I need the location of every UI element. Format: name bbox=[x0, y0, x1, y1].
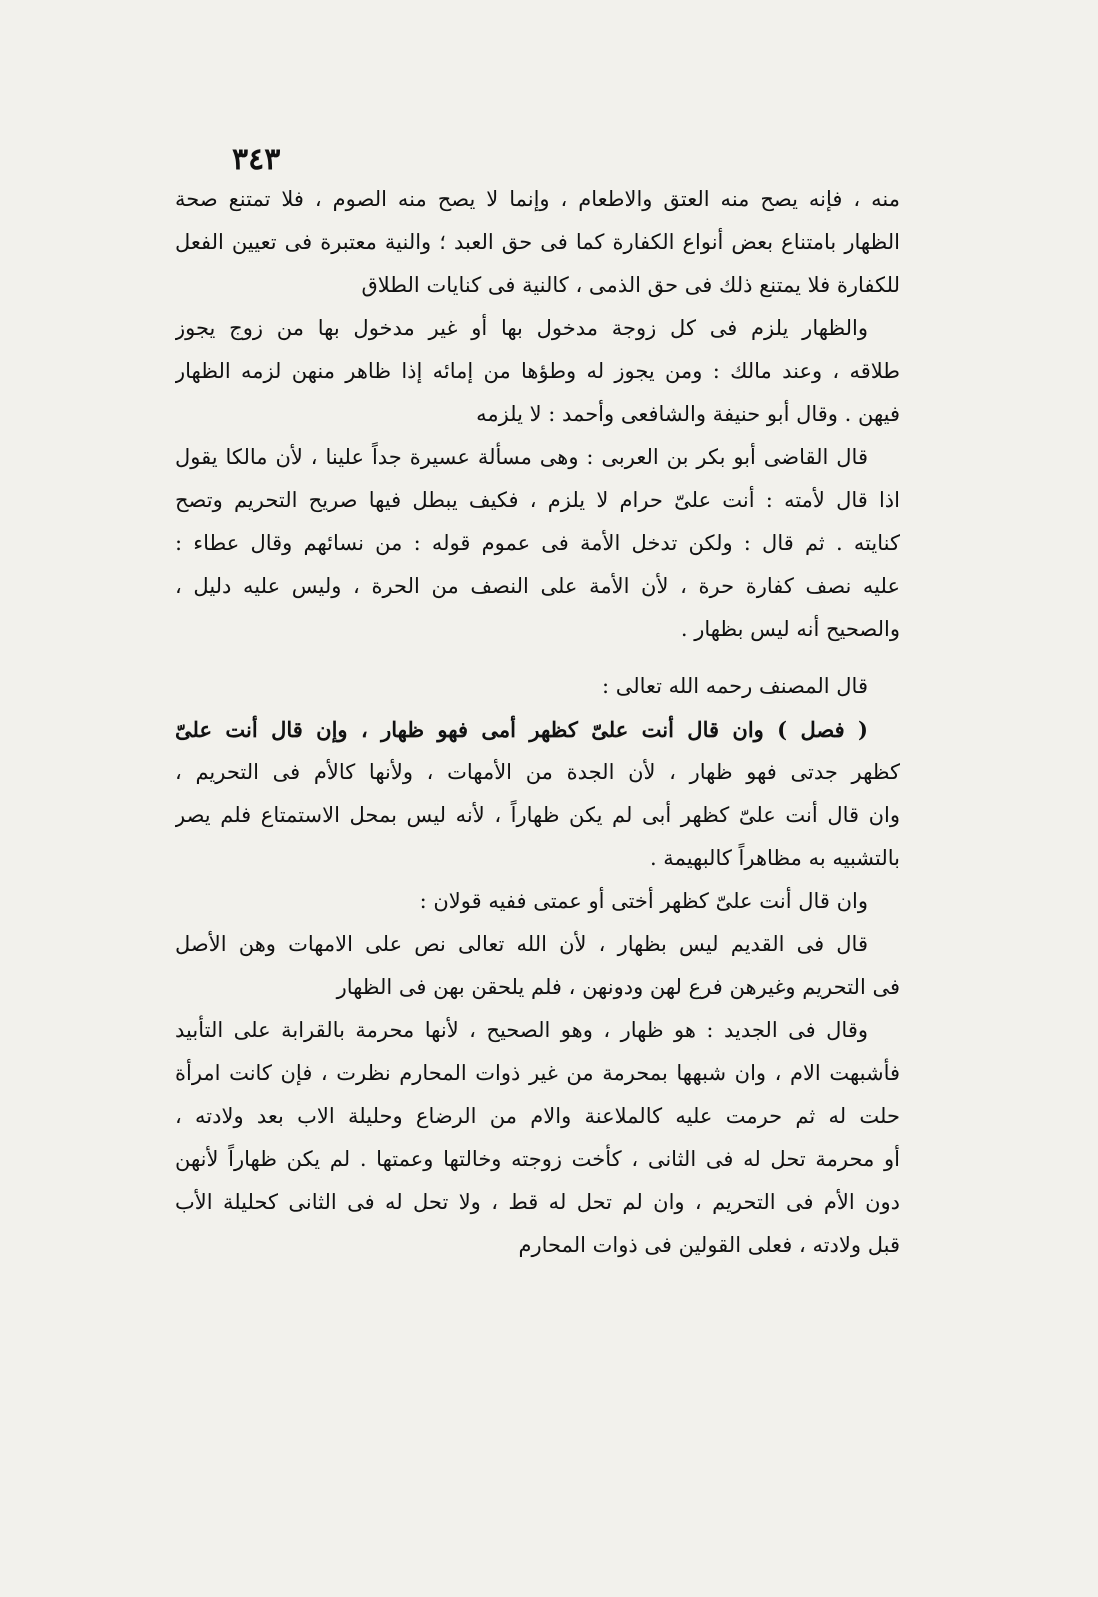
text-line: الظهار بامتناع بعض أنواع الكفارة كما فى حق العبد ؛ والنية معتبرة فى تعيين الفعل bbox=[175, 230, 900, 254]
text-line: والصحيح أنه ليس بظهار . bbox=[680, 617, 900, 641]
text-line: وان قال أنت علىّ كظهر أختى أو عمتى ففيه قولان : bbox=[419, 889, 868, 913]
text-line: أو محرمة تحل له فى الثانى ، كأخت زوجته وخالتها وعمتها . لم يكن ظهاراً لأنهن bbox=[175, 1147, 900, 1171]
text-line: طلاقه ، وعند مالك : ومن يجوز له وطؤها من إمائه إذا ظاهر منهن لزمه الظهار bbox=[175, 359, 900, 383]
text-line: عليه نصف كفارة حرة ، لأن الأمة على النصف من الحرة ، وليس عليه دليل ، bbox=[175, 574, 900, 598]
text-line: قال المصنف رحمه الله تعالى : bbox=[601, 674, 868, 698]
text-line: قال فى القديم ليس بظهار ، لأن الله تعالى نص على الامهات وهن الأصل bbox=[175, 932, 868, 956]
text-line: منه ، فإنه يصح منه العتق والاطعام ، وإنما لا يصح منه الصوم ، فلا تمتنع صحة bbox=[175, 187, 900, 211]
text-line: بالتشبيه به مظاهراً كالبهيمة . bbox=[649, 846, 900, 870]
text-line: والظهار يلزم فى كل زوجة مدخول بها أو غير مدخول بها من زوج يجوز bbox=[175, 316, 868, 340]
text-line: وقال فى الجديد : هو ظهار ، وهو الصحيح ، لأنها محرمة بالقرابة على التأبيد bbox=[175, 1018, 868, 1042]
text-line: وان قال أنت علىّ كظهر أبى لم يكن ظهاراً ، لأنه ليس بمحل الاستمتاع فلم يصر bbox=[175, 803, 900, 827]
text-line: حلت له ثم حرمت عليه كالملاعنة والام من الرضاع وحليلة الاب بعد ولادته ، bbox=[175, 1104, 900, 1128]
text-line: فأشبهت الام ، وان شبهها بمحرمة من غير ذوات المحارم نظرت ، فإن كانت امرأة bbox=[175, 1061, 900, 1085]
text-line: كظهر جدتى فهو ظهار ، لأن الجدة من الأمهات ، ولأنها كالأم فى التحريم ، bbox=[175, 760, 900, 784]
paragraph-gap bbox=[175, 651, 900, 665]
text-line: قال القاضى أبو بكر بن العربى : وهى مسألة عسيرة جداً علينا ، لأن مالكا يقول bbox=[175, 445, 868, 469]
text-line: اذا قال لأمته : أنت علىّ حرام لا يلزم ، فكيف يبطل فيها صريح التحريم وتصح bbox=[175, 488, 900, 512]
text-line: فى التحريم وغيرهن فرع لهن ودونهن ، فلم يلحقن بهن فى الظهار bbox=[336, 975, 900, 999]
text-line: قبل ولادته ، فعلى القولين فى ذوات المحارم bbox=[518, 1233, 900, 1257]
text-line: ( فصل ) وان قال أنت علىّ كظهر أمى فهو ظهار ، وإن قال أنت علىّ bbox=[175, 717, 868, 742]
text-line: للكفارة فلا يمتنع ذلك فى حق الذمى ، كالنية فى كنايات الطلاق bbox=[361, 273, 900, 297]
text-line: كنايته . ثم قال : ولكن تدخل الأمة فى عموم قوله : من نسائهم وقال عطاء : bbox=[175, 531, 900, 555]
text-line: دون الأم فى التحريم ، وان لم تحل له قط ، ولا تحل له فى الثانى كحليلة الأب bbox=[175, 1190, 900, 1214]
body-text bbox=[175, 178, 900, 1267]
text-line: فيهن . وقال أبو حنيفة والشافعى وأحمد : لا يلزمه bbox=[476, 402, 900, 426]
page-number: ٣٤٣ bbox=[232, 142, 281, 177]
